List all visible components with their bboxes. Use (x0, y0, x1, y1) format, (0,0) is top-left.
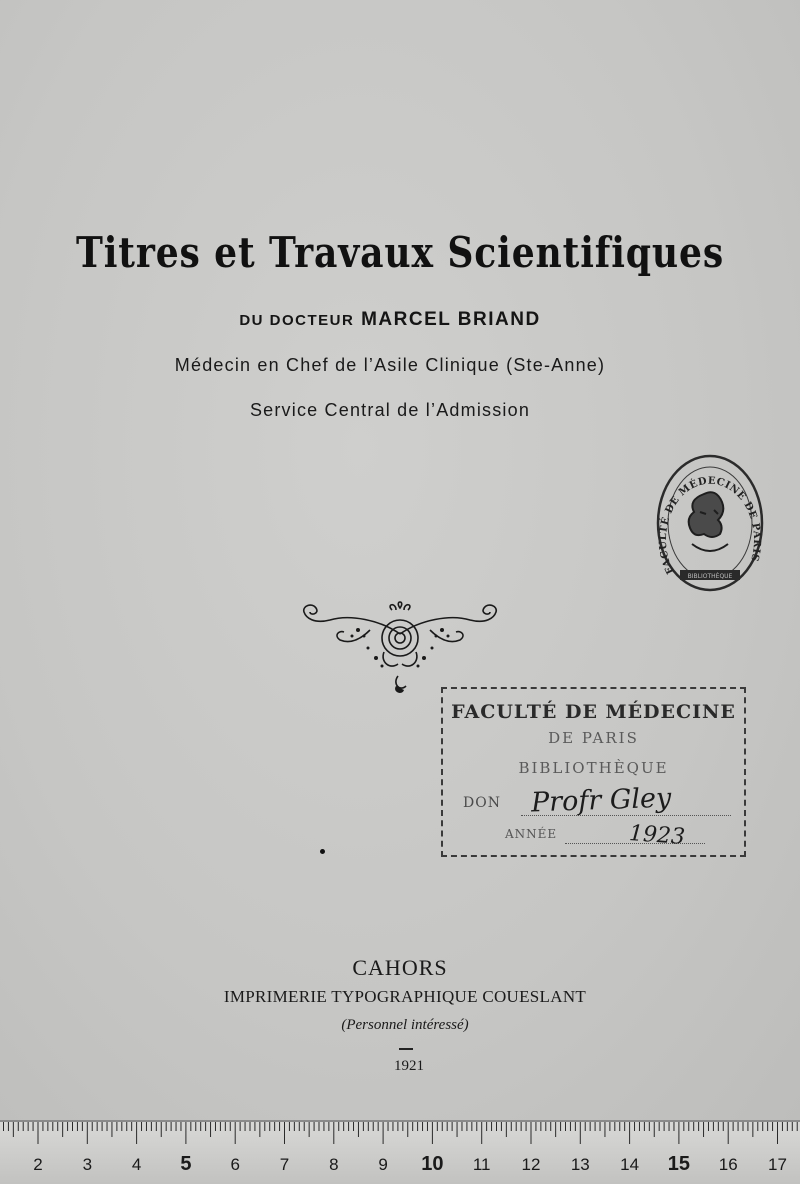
document-title: Titres et Travaux Scientifiques (75, 228, 725, 277)
handwritten-donor: Profr Gley (530, 782, 672, 819)
ruler-number: 16 (718, 1155, 738, 1174)
ruler-number: 7 (279, 1155, 290, 1174)
handwritten-year: 1923 (628, 821, 686, 850)
ruler-number: 11 (472, 1155, 491, 1174)
stamp-line-3: BIBLIOTHÈQUE (518, 759, 669, 777)
author-position: Médecin en Chef de l’Asile Clinique (Ste-Anne) (174, 355, 606, 375)
separator-dash (399, 1048, 413, 1050)
ruler-number: 10 (421, 1153, 444, 1175)
library-stamp (441, 687, 746, 857)
ruler-number: 8 (329, 1155, 339, 1174)
publication-year: 1921 (394, 1058, 424, 1074)
author-service: Service Central de l’Admission (249, 400, 531, 420)
ruler-number: 6 (230, 1155, 240, 1174)
author-name: MARCEL BRIAND (361, 309, 541, 330)
ruler-number: 2 (33, 1155, 43, 1174)
library-seal (652, 452, 764, 594)
ruler-number: 12 (521, 1155, 541, 1174)
ruler-number: 15 (667, 1153, 691, 1175)
ruler-number: 4 (131, 1155, 142, 1174)
stamp-annee-label: ANNÉE (505, 827, 558, 841)
publication-city: CAHORS (352, 955, 448, 980)
ruler-scale (0, 1122, 800, 1184)
ruler-number: 3 (82, 1155, 93, 1174)
ruler-number: 13 (570, 1155, 590, 1174)
printer-name: IMPRIMERIE TYPOGRAPHIQUE COUESLANT (223, 987, 587, 1006)
printer-note: (Personnel intéressé) (341, 1017, 469, 1033)
ruler-number: 5 (180, 1153, 192, 1175)
ink-speck (320, 849, 325, 854)
author-line (0, 309, 780, 331)
ruler-number: 17 (768, 1155, 787, 1174)
ruler-number: 14 (620, 1155, 640, 1174)
stamp-line-2: DE PARIS (548, 729, 639, 747)
seal-bottom-text: BIBLIOTHÈQUE (687, 573, 733, 580)
measuring-ruler (0, 1120, 800, 1184)
show-through-text (215, 196, 635, 230)
ruler-number: 9 (378, 1155, 388, 1174)
author-prefix: DU DOCTEUR (239, 312, 355, 329)
stamp-don-label: DON (463, 795, 501, 811)
floral-ornament (300, 600, 500, 694)
seal-portrait (689, 492, 728, 551)
stamp-title: FACULTÉ DE MÉDECINE (451, 701, 736, 723)
seal-text: FACULTÉ DE MÉDECINE DE PARIS (657, 475, 763, 576)
